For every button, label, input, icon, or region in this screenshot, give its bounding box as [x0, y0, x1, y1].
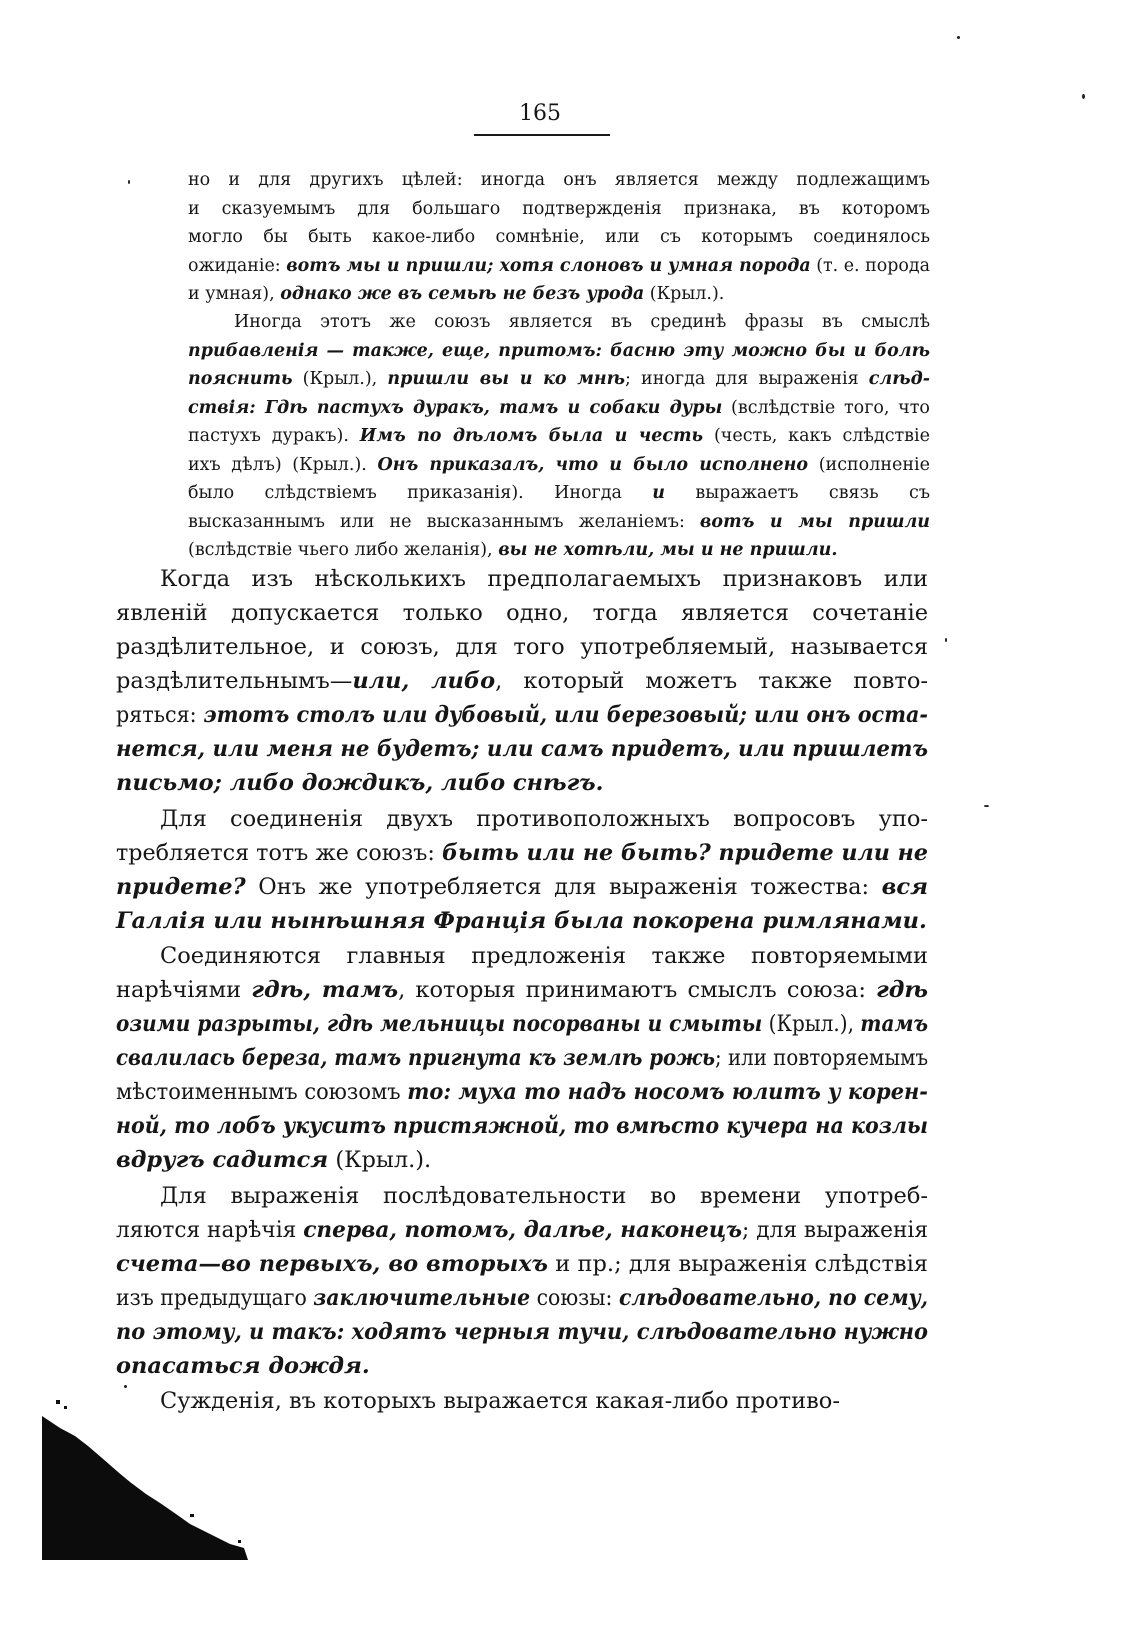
italic-text: Имъ по дѣломъ была и честь — [359, 426, 704, 446]
text-run: ; или повторяемымъ — [715, 1045, 929, 1071]
italic-text: быть или не быть? придете или не — [441, 840, 928, 866]
text-run: Для соединенія двухъ противоположныхъ вопросовъ упо- — [160, 806, 928, 832]
italic-text: гдѣ, тамъ — [251, 977, 399, 1003]
italic-text: ствія: Гдѣ пастухъ дуракъ, тамъ и собаки дуры — [188, 398, 723, 418]
text-line — [160, 806, 928, 832]
italic-text: гдѣ — [876, 977, 928, 1003]
text-line — [188, 512, 930, 532]
italic-text: озими разрыты, гдѣ мельницы посорваны и смыты — [116, 1011, 763, 1037]
text-line — [188, 256, 930, 276]
italic-text: слѣд- — [868, 369, 931, 389]
scan-speck — [984, 805, 989, 807]
page-number-rule — [474, 134, 610, 136]
text-run: но и для другихъ цѣлей: иногда онъ является между подлежащимъ — [188, 170, 930, 190]
italic-text: нется, или меня не будетъ; или самъ придетъ, или пришлетъ — [116, 736, 929, 762]
text-run: , которыя принимаютъ смыслъ союза: — [398, 977, 877, 1003]
italic-text: то: муха то надъ носомъ юлитъ у корен- — [407, 1079, 928, 1105]
text-run: и сказуемымъ для большаго подтвержденія признака, въ которомъ — [188, 199, 930, 219]
text-run: союзы: — [530, 1285, 619, 1311]
italic-text: или, либо — [352, 668, 496, 694]
text-line — [188, 170, 930, 190]
text-line — [234, 312, 930, 332]
italic-text: вдругъ садится — [116, 1147, 329, 1173]
italic-text: счета—во первыхъ, во вторыхъ — [116, 1251, 549, 1277]
scan-speck — [957, 36, 960, 39]
text-run: раздѣлительное, и союзъ, для того употребляемый, называется — [116, 634, 929, 660]
text-run: (Крыл.). — [328, 1147, 432, 1173]
text-run: изъ предыдущаго — [116, 1285, 314, 1311]
italic-text: однако же въ семьѣ не безъ урода — [280, 284, 645, 304]
text-run: Сужденія, въ которыхъ выражается какая-либо противо- — [160, 1388, 840, 1414]
italic-text: вотъ и мы пришли — [699, 512, 931, 532]
italic-text: заключительные — [313, 1285, 531, 1311]
text-line — [188, 426, 930, 446]
text-line — [160, 1388, 840, 1414]
text-line — [160, 943, 928, 969]
italic-text: Онъ приказалъ, что и было исполнено — [377, 455, 809, 475]
italic-text: Галлія или нынѣшняя Франція была покорена римлянами. — [116, 908, 927, 934]
italic-text: тамъ — [860, 1011, 929, 1037]
text-run: Когда изъ нѣсколькихъ предполагаемыхъ признаковъ или — [160, 566, 928, 592]
italic-text: вы не хотѣли, мы и не пришли. — [498, 540, 838, 560]
text-run: (Крыл.), — [762, 1011, 861, 1037]
text-run: (вслѣдствіе чьего либо желанія), — [188, 540, 499, 560]
text-run: ожиданіе: — [188, 256, 287, 276]
italic-text: пришли вы и ко мнѣ — [387, 369, 626, 389]
italic-text: сперва, потомъ, далѣе, наконецъ — [303, 1217, 743, 1243]
text-run: высказаннымъ или не высказаннымъ желаніемъ: — [188, 512, 700, 532]
text-run: Соединяются главныя предложенія также повторяемыми — [160, 943, 928, 969]
text-run: раздѣлительнымъ— — [116, 668, 353, 694]
italic-text: по этому, и такъ: ходятъ черныя тучи, слѣдовательно нужно — [116, 1319, 928, 1345]
text-run: нарѣчіями — [116, 977, 252, 1003]
text-run: пастухъ дуракъ). — [188, 426, 360, 446]
text-run: и умная), — [188, 284, 281, 304]
scan-speck — [1082, 94, 1085, 99]
text-run: могло бы быть какое-либо сомнѣніе, или съ которымъ соединялось — [188, 227, 931, 247]
text-line — [188, 455, 930, 475]
text-line — [188, 341, 930, 361]
italic-text: этотъ столъ или дубовый, или березовый; или онъ оста- — [203, 702, 929, 728]
text-line — [188, 540, 837, 560]
page-number: 165 — [519, 101, 561, 126]
italic-text: письмо; либо дождикъ, либо снѣгъ. — [116, 770, 604, 796]
italic-text: ной, то лобъ укуситъ пристяжной, то вмѣсто кучера на козлы — [116, 1113, 928, 1139]
italic-text: придете? — [116, 874, 246, 900]
text-run: (т. е. порода — [810, 256, 931, 276]
text-run: ; для выраженія — [742, 1217, 929, 1243]
text-run: ; иногда для выраженія — [625, 369, 869, 389]
italic-text: и — [652, 483, 666, 503]
text-line — [188, 369, 930, 389]
text-run: (Крыл.). — [644, 284, 725, 304]
text-line — [188, 483, 930, 503]
text-line — [188, 398, 930, 418]
scan-speck — [945, 638, 947, 642]
text-run: ихъ дѣлъ) (Крыл.). — [188, 455, 378, 475]
text-run: (честь, какъ слѣдствіе — [703, 426, 930, 446]
text-run: ряться: — [116, 702, 204, 728]
text-run: выражаетъ связь съ — [665, 483, 930, 503]
text-line — [188, 284, 724, 304]
text-run: мѣстоименнымъ союзомъ — [116, 1079, 408, 1105]
italic-text: вся — [881, 874, 928, 900]
text-run: Для выраженія послѣдовательности во времени употреб- — [160, 1183, 929, 1209]
italic-text: прибавленія — также, еще, притомъ: басню эту можно бы и болѣ — [188, 341, 930, 361]
text-run: , который можетъ также повто- — [495, 668, 929, 694]
text-line — [188, 227, 930, 247]
text-run: ляются нарѣчія — [116, 1217, 304, 1243]
text-run: требляется тотъ же союзъ: — [116, 840, 442, 866]
italic-text: вотъ мы и пришли; хотя слоновъ и умная порода — [286, 256, 811, 276]
italic-text: свалилась береза, тамъ пригнута къ землѣ рожь — [116, 1045, 716, 1071]
text-line — [188, 199, 930, 219]
text-line — [160, 566, 928, 592]
text-run: (вслѣдствіе того, что — [722, 398, 930, 418]
text-run: было слѣдствіемъ приказанія). Иногда — [188, 483, 653, 503]
italic-text: опасаться дождя. — [116, 1353, 370, 1379]
text-run: Онъ же употребляется для выраженія тожества: — [245, 874, 882, 900]
text-run: (исполненіе — [808, 455, 930, 475]
scan-ink-blot — [0, 0, 260, 1628]
italic-text: пояснить — [188, 369, 293, 389]
text-run: и пр.; для выраженія слѣдствія — [548, 1251, 928, 1277]
text-run: Иногда этотъ же союзъ является въ срединѣ фразы въ смыслѣ — [234, 312, 930, 332]
text-line — [160, 1183, 928, 1209]
italic-text: слѣдовательно, по сему, — [618, 1285, 929, 1311]
text-run: явленій допускается только одно, тогда является сочетаніе — [116, 600, 929, 626]
text-run: (Крыл.), — [292, 369, 388, 389]
